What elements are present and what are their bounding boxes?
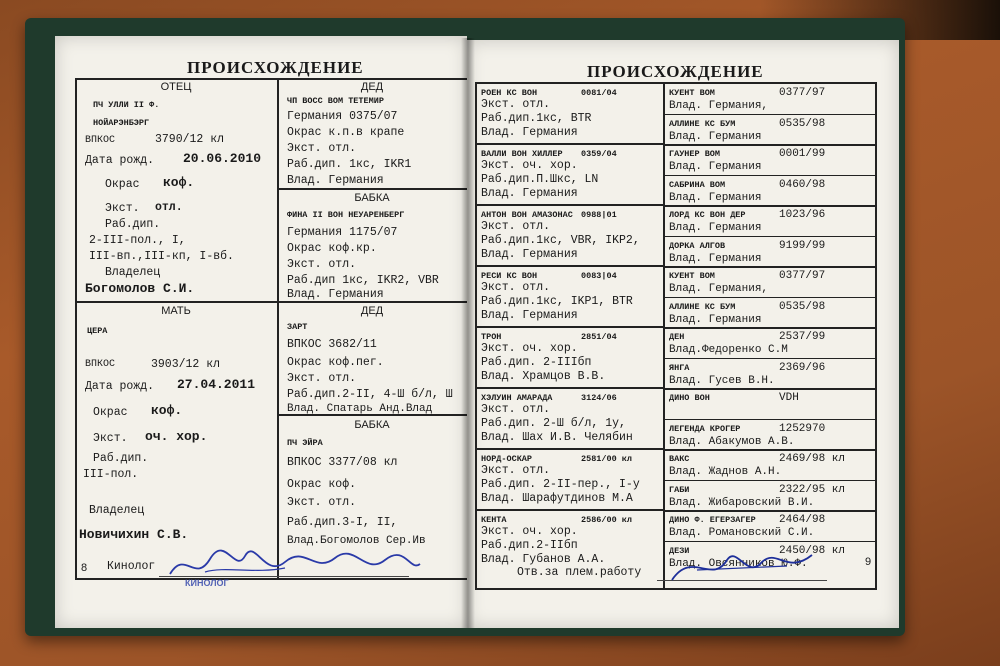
- grandmother-ext: Экст. отл.: [287, 258, 357, 271]
- c2-name: АЛЛИНЕ КС БУМ: [669, 118, 736, 129]
- c2-name: ДИНО Ф. ЕГЕРЗАГЕР: [669, 515, 756, 525]
- c2-reg: VDH: [779, 392, 799, 404]
- grandfather-2-name: ЗАРТ: [287, 322, 308, 332]
- c2-reg: 0377/97: [779, 87, 826, 99]
- row-divider: [663, 510, 875, 512]
- page-number-right: 9: [865, 556, 872, 568]
- father-owner: Богомолов С.И.: [85, 281, 195, 296]
- responsible-label: Отв.за плем.работу: [517, 566, 642, 579]
- left-page: [55, 36, 467, 628]
- row-divider: [663, 236, 875, 237]
- c1-reg: 0359/04: [581, 149, 617, 159]
- c2-name: ЛОРД КС ВОН ДЕР: [669, 210, 746, 220]
- mother-reg-label: ВПКОС: [85, 359, 116, 370]
- c2-name: ДЕЗИ: [669, 545, 690, 556]
- parent-divider: [75, 301, 467, 303]
- c1-reg: 2581/00 кл: [581, 454, 633, 464]
- c1-ext: Экст. отл.: [481, 464, 551, 477]
- father-name-2: НОЙАРЭНБЭРГ: [93, 118, 150, 128]
- c1-work: Раб.дип. 2-Ш б/л, 1у,: [481, 417, 626, 430]
- c2-name: ДОРКА АЛГОВ: [669, 240, 726, 251]
- c2-reg: 2469/98 кл: [779, 453, 846, 465]
- c2-reg: 0377/97: [779, 270, 826, 282]
- grandfather-2-ext: Экст. отл.: [287, 372, 357, 385]
- c2-owner: Влад. Германия: [669, 252, 762, 265]
- row-divider: [663, 480, 875, 481]
- c2-name: ЯНГА: [669, 362, 690, 373]
- c2-owner: Влад.Федоренко С.М: [669, 344, 788, 356]
- row-divider: [663, 175, 875, 176]
- c1-owner: Влад. Шах И.В. Челябин: [481, 431, 633, 444]
- column-divider: [277, 78, 279, 578]
- c1-work: Раб.дип.1кс, BTR: [481, 112, 592, 125]
- grandfather-color: Окрас к.п.в крапе: [287, 126, 405, 139]
- c1-reg: 2851/04: [581, 332, 617, 342]
- c2-reg: 0535/98: [779, 117, 826, 130]
- grandmother-color: Окрас коф.кр.: [287, 242, 377, 255]
- father-reg: 3790/12 кл: [155, 133, 225, 146]
- c1-owner: Влад. Германия: [481, 248, 578, 261]
- c2-name: АЛЛИНЕ КС БУМ: [669, 301, 736, 312]
- page-title: ПРОИСХОЖДЕНИЕ: [187, 58, 364, 77]
- c2-reg: 1252970: [779, 422, 826, 435]
- grandparent-divider: [277, 188, 467, 190]
- c2-reg: 9199/99: [779, 239, 826, 252]
- c1-ext: Экст. оч. хор.: [481, 159, 578, 172]
- c2-owner: Влад. Овсянников Ю.Ф.: [669, 557, 808, 570]
- handler-label: Кинолог: [107, 560, 156, 573]
- c2-reg: 1023/96: [779, 209, 826, 221]
- c1-ext: Экст. отл.: [481, 220, 551, 233]
- grandmother-2-header: БАБКА: [354, 419, 390, 431]
- c1-owner: Влад. Германия: [481, 309, 578, 322]
- c2-name: САБРИНА ВОМ: [669, 179, 726, 190]
- c1-ext: Экст. отл.: [481, 403, 551, 416]
- c1-owner: Влад. Губанов А.А.: [481, 553, 606, 566]
- book-spine-shadow: [461, 38, 475, 628]
- father-work-label: Раб.дип.: [105, 218, 161, 231]
- grandmother-2-ext: Экст. отл.: [287, 496, 357, 509]
- c1-ext: Экст. отл.: [481, 281, 551, 294]
- c2-reg: 2369/96: [779, 361, 826, 374]
- row-divider: [475, 265, 665, 267]
- c2-owner: Влад. Жибаровский В.И.: [669, 496, 815, 509]
- row-divider: [663, 358, 875, 359]
- row-divider: [475, 387, 665, 389]
- row-divider: [475, 204, 665, 206]
- c2-owner: Влад. Германия: [669, 313, 762, 326]
- c1-owner: Влад. Шарафутдинов М.А: [481, 492, 633, 505]
- responsible-signature: [667, 540, 817, 590]
- mother-work: III-пол.: [83, 468, 139, 481]
- father-work-1: 2-III-пол., I,: [89, 234, 186, 247]
- c1-name: НОРД-ОСКАР: [481, 454, 533, 464]
- row-divider: [663, 388, 875, 390]
- father-name: ПЧ УЛЛИ II Ф.: [93, 100, 160, 110]
- grandmother-2-owner: Влад.Богомолов Сер.Ив: [287, 535, 426, 547]
- grandmother-header: БАБКА: [354, 192, 390, 204]
- grandmother-2-color: Окрас коф.: [287, 478, 357, 491]
- row-divider: [475, 143, 665, 145]
- row-divider: [663, 144, 875, 146]
- c1-name: ВАЛЛИ ВОН ХИЛЛЕР: [481, 149, 563, 159]
- grandfather-work: Раб.дип. 1кс, IKR1: [287, 158, 412, 171]
- c1-name: АНТОН ВОН АМАЗОНАС: [481, 210, 573, 220]
- mother-color-label: Окрас: [93, 406, 128, 419]
- father-owner-label: Владелец: [105, 266, 161, 279]
- c2-name: ДИНО ВОН: [669, 393, 710, 403]
- c1-name: ТРОН: [481, 332, 502, 342]
- grandmother-2-name: ПЧ ЭЙРА: [287, 438, 323, 448]
- c1-ext: Экст. отл.: [481, 98, 551, 111]
- page-number: 8: [81, 562, 88, 574]
- row-divider: [663, 327, 875, 329]
- c2-owner: Влад. Гусев В.Н.: [669, 374, 775, 387]
- c1-reg: 0083|04: [581, 271, 617, 281]
- c1-name: ХЭЛУИН АМАРАДА: [481, 393, 553, 403]
- mother-reg: 3903/12 кл: [151, 358, 221, 371]
- grandmother-work: Раб.дип 1кс, IKR2, VBR: [287, 274, 439, 287]
- c2-reg: 0001/99: [779, 148, 826, 160]
- father-reg-label: ВПКОС: [85, 135, 116, 146]
- c1-reg: 0081/04: [581, 88, 617, 98]
- c1-name: КЕНТА: [481, 515, 507, 525]
- c2-owner: Влад. Германия,: [669, 100, 769, 112]
- grandfather-name: ЧП ВОСС ВОМ ТЕТЕМИР: [287, 96, 384, 106]
- c2-owner: Влад. Германия: [669, 222, 762, 234]
- grandfather-2-color: Окрас коф.пег.: [287, 356, 384, 369]
- c1-ext: Экст. оч. хор.: [481, 342, 578, 355]
- father-dob: 20.06.2010: [183, 151, 262, 166]
- father-color-label: Окрас: [105, 178, 140, 191]
- column-divider-right: [663, 82, 665, 588]
- c1-owner: Влад. Германия: [481, 126, 578, 139]
- book-cover: [25, 18, 905, 636]
- c2-reg: 2464/98: [779, 514, 826, 526]
- c1-reg: 3124/06: [581, 393, 617, 403]
- c1-work: Раб.дип. 2-II-пер., I-у: [481, 478, 640, 491]
- father-color: коф.: [163, 175, 195, 190]
- c1-reg: 2586/00 кл: [581, 515, 633, 525]
- page-title-right: ПРОИСХОЖДЕНИЕ: [587, 62, 764, 81]
- row-divider: [475, 509, 665, 511]
- c2-reg: 0535/98: [779, 300, 826, 313]
- c2-reg: 2322/95 кл: [779, 483, 846, 496]
- father-work-2: III-вп.,III-кп, I-вб.: [89, 250, 234, 263]
- c2-owner: Влад. Германия: [669, 161, 762, 173]
- c2-owner: Влад. Жаднов А.Н.: [669, 466, 782, 478]
- c1-reg: 0988|01: [581, 210, 617, 220]
- grandfather-header: ДЕД: [360, 81, 384, 93]
- c2-owner: Влад. Германия,: [669, 283, 769, 295]
- grandfather-2-reg: ВПКОС 3682/11: [287, 338, 377, 351]
- row-divider: [663, 419, 875, 420]
- mother-ext: оч. хор.: [145, 429, 208, 444]
- c2-name: ЛЕГЕНДА КРОГЕР: [669, 423, 741, 434]
- c1-name: РЕСИ КС ВОН: [481, 271, 538, 281]
- c1-work: Раб.дип.2-IIбп: [481, 539, 578, 552]
- grandfather-2-owner: Влад. Спатарь Анд.Влад: [287, 403, 433, 415]
- row-divider: [663, 114, 875, 115]
- c1-work: Раб.дип.1кс, VBR, IKP2,: [481, 234, 640, 247]
- row-divider: [663, 205, 875, 207]
- row-divider: [475, 326, 665, 328]
- mother-dob-label: Дата рожд.: [85, 380, 155, 393]
- c1-owner: Влад. Германия: [481, 187, 578, 200]
- grandmother-reg: Германия 1175/07: [287, 226, 398, 239]
- mother-work-label: Раб.дип.: [93, 452, 149, 465]
- mother-color: коф.: [151, 403, 183, 418]
- c2-owner: Влад. Романовский С.И.: [669, 527, 815, 539]
- grandmother-owner: Влад. Германия: [287, 288, 384, 301]
- grandfather-ext: Экст. отл.: [287, 142, 357, 155]
- c2-name: КУЕНТ ВОМ: [669, 88, 715, 98]
- right-page: [467, 40, 899, 628]
- mother-name: ЦЕРА: [87, 326, 108, 336]
- c1-work: Раб.дип.П.Шкс, LN: [481, 173, 599, 186]
- row-divider: [475, 448, 665, 450]
- c1-work: Раб.дип. 2-IIIбп: [481, 356, 592, 369]
- grandfather-owner: Влад. Германия: [287, 174, 384, 187]
- row-divider: [663, 297, 875, 298]
- c2-owner: Влад. Германия: [669, 191, 762, 204]
- grandfather-2-header: ДЕД: [360, 305, 384, 317]
- c2-name: ВАКС: [669, 454, 690, 464]
- grandmother-name: ФИНА II ВОН НЕУАРЕНБЕРГ: [287, 210, 405, 220]
- c2-name: ГАБИ: [669, 484, 690, 495]
- c2-reg: 2537/99: [779, 331, 826, 343]
- c2-name: ГАУНЕР ВОМ: [669, 149, 721, 159]
- grandmother-2-reg: ВПКОС 3377/08 кл: [287, 456, 398, 469]
- c2-owner: Влад. Германия: [669, 130, 762, 143]
- father-header: ОТЕЦ: [160, 81, 192, 93]
- grandfather-reg: Германия 0375/07: [287, 110, 398, 123]
- stamp-mark: КИНОЛОГ: [185, 578, 229, 588]
- c2-owner: Влад. Абакумов А.В.: [669, 435, 795, 448]
- row-divider: [663, 266, 875, 268]
- c2-name: КУЕНТ ВОМ: [669, 271, 715, 281]
- father-dob-label: Дата рожд.: [85, 154, 155, 167]
- c2-reg: 2450/98 кл: [779, 544, 846, 557]
- mother-dob: 27.04.2011: [177, 377, 256, 392]
- c1-ext: Экст. оч. хор.: [481, 525, 578, 538]
- c1-work: Раб.дип.1кс, IKP1, BTR: [481, 295, 633, 308]
- c2-reg: 0460/98: [779, 178, 826, 191]
- c1-owner: Влад. Храмцов В.В.: [481, 370, 606, 383]
- c2-name: ДЕН: [669, 332, 685, 342]
- mother-header: МАТЬ: [161, 305, 191, 317]
- row-divider: [663, 449, 875, 451]
- father-ext-label: Экст.: [105, 202, 140, 215]
- mother-owner-label: Владелец: [89, 504, 145, 517]
- mother-ext-label: Экст.: [93, 432, 128, 445]
- c1-name: РОЕН КС ВОН: [481, 88, 538, 98]
- grandmother-2-work: Раб.дип.3-I, II,: [287, 516, 398, 529]
- mother-owner: Новичихин С.В.: [79, 527, 189, 542]
- grandfather-2-work: Раб.дип.2-II, 4-Ш б/л, Ш: [287, 388, 453, 401]
- father-ext: отл.: [155, 201, 183, 214]
